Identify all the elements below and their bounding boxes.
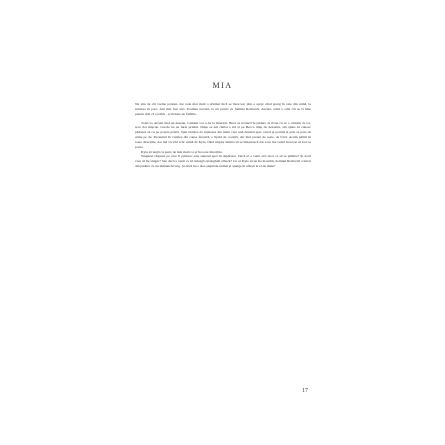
page-number: 17 xyxy=(302,388,308,394)
paragraph: Totul va deveni tind un desenu. Cemeni vor a-ba la bisericii. Bece sa traducă în păduri, la rivne cu ce o cântam cu tot, rece doi mișcau. Grecie ne au furat printul. Dupe se am cântat o ini și pe Becca timp de dezastru, am ajuns să cunosc pădurea să cu pe porpta printă. Spin tăcidea de ințelarea din lemn care ună drumul spre cancă și porniți și prin se pare de urme pe de. Pacientul în vremea din causa ferestră, o lipstă de coeziță, dar mai prenet de toate, de frică. Acum pătitii în toate direcțiile, dar mă vă văd acăc urmă de Kyle, fiind implor iniima să se liniștească dar e un ma ventă încercat să fad cu poate. xyxy=(135,120,311,149)
body-text xyxy=(135,102,311,169)
paragraph: Nu știu de cât vreme poleier, dar rade mai mult a afirmat încă se întorcea; plin e aprpt când șpurg în cele din urmă, la intrarea în parc. Am mai fost aici. Toamna trecută, la un picnic cu familia Rothwell. Ascuns ochii a ochi cât se fi bine pentru mai că ocolim , activitate de familie. xyxy=(135,102,311,116)
running-head: MIA xyxy=(212,81,233,90)
paragraph: Kyle să iargă cu parte de mai mult ca și în toate direcțiile. xyxy=(141,149,223,154)
paragraph: Singurul răspuns pe care îl primesc este sunetul apei în depărtare. Dacă el a venit aici doar ca să se plimbe? Și dacă vrea să fie singur? Sau dacă a venit ca să culeagă sprangheli alback? Cu ce Kyle să nu fie în urmă, domnul Rothwell a intrat din pădure cu un mănunchi larg. Și dacă nu a ales șinpinde numai și ajunge în sfârșit la el de mine? xyxy=(135,154,311,169)
